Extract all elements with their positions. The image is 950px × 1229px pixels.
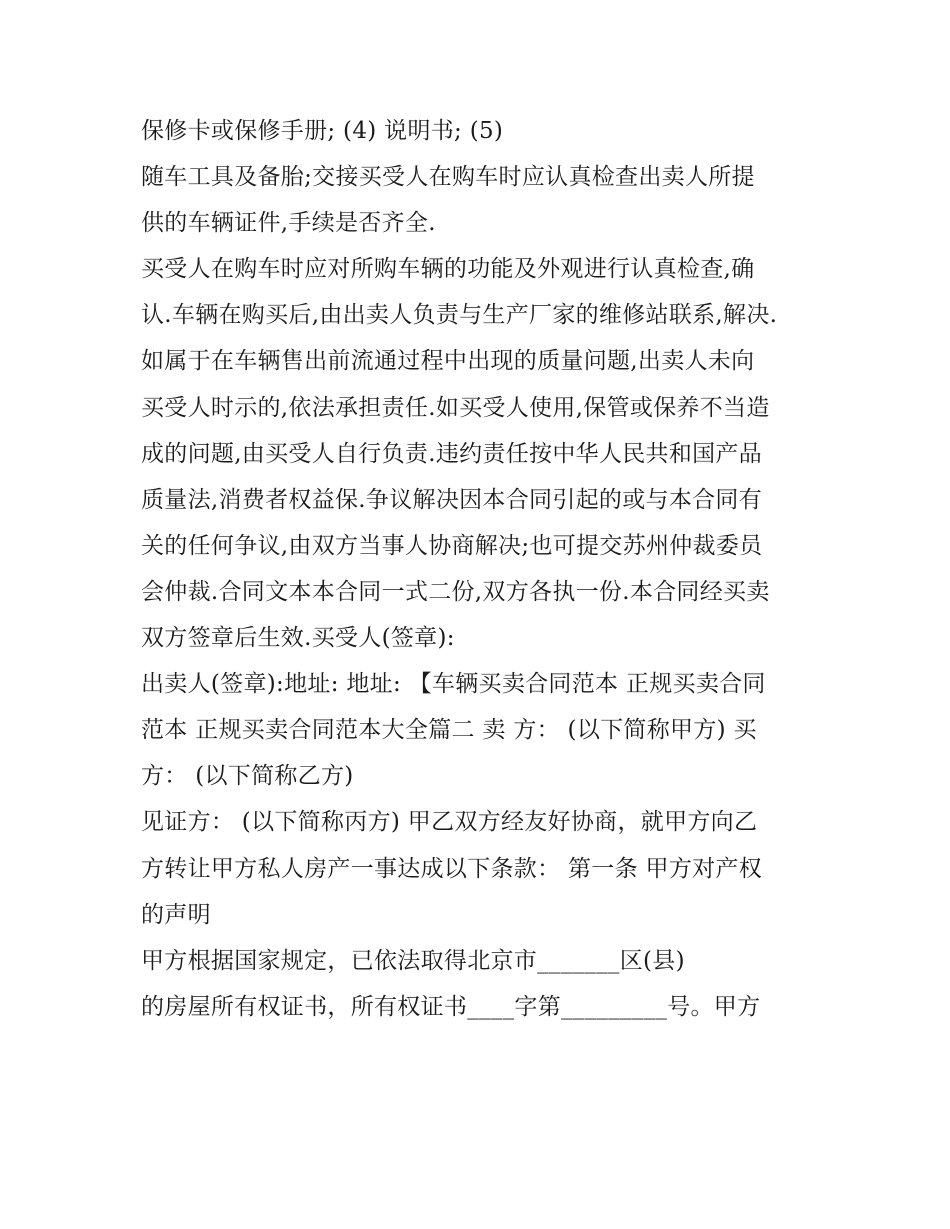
text-line-10: 关的任何争议,由双方当事人协商解决;也可提交苏州仲裁委员: [141, 532, 763, 559]
text-line-12: 双方签章后生效.买受人(签章):: [141, 625, 455, 652]
text-line-9: 质量法,消费者权益保.争议解决因本合同引起的或与本合同有: [141, 486, 763, 513]
text-line-8: 成的问题,由买受人自行负责.违约责任按中华人民共和国产品: [141, 440, 763, 467]
text-line-7: 买受人时示的,依法承担责任.如买受人使用,保管或保养不当造: [141, 394, 770, 421]
text-line-17: 方转让甲方私人房产一事达成以下条款： 第一条 甲方对产权: [141, 855, 763, 882]
text-line-15: 方： (以下简称乙方): [141, 763, 354, 790]
text-line-16: 见证方： (以下简称丙方) 甲乙双方经友好协商，就甲方向乙: [141, 809, 758, 836]
text-line-5: 认.车辆在购买后,由出卖人负责与生产厂家的维修站联系,解决.: [141, 302, 778, 329]
text-line-6: 如属于在车辆售出前流通过程中出现的质量问题,出卖人未向: [141, 348, 755, 375]
text-line-13: 出卖人(签章):地址: 地址: 【车辆买卖合同范本 正规买卖合同: [141, 671, 766, 698]
text-line-1: 保修卡或保修手册; (4) 说明书; (5): [141, 118, 504, 144]
text-line-14: 范本 正规买卖合同范本大全篇二 卖 方： (以下简称甲方) 买: [141, 717, 757, 744]
text-line-20: 的房屋所有权证书，所有权证书____字第_________号。甲方: [141, 993, 761, 1020]
contract-text-body: [141, 108, 821, 1030]
text-line-18: 的声明: [141, 901, 211, 928]
text-line-3: 供的车辆证件,手续是否齐全.: [141, 210, 436, 237]
text-line-4: 买受人在购车时应对所购车辆的功能及外观进行认真检查,确: [141, 256, 755, 283]
text-line-19: 甲方根据国家规定，已依法取得北京市_______区(县): [141, 947, 685, 974]
text-line-11: 会仲裁.合同文本本合同一式二份,双方各执一份.本合同经买卖: [141, 578, 770, 605]
text-line-2: 随车工具及备胎;交接买受人在购车时应认真检查出卖人所提: [141, 164, 755, 191]
